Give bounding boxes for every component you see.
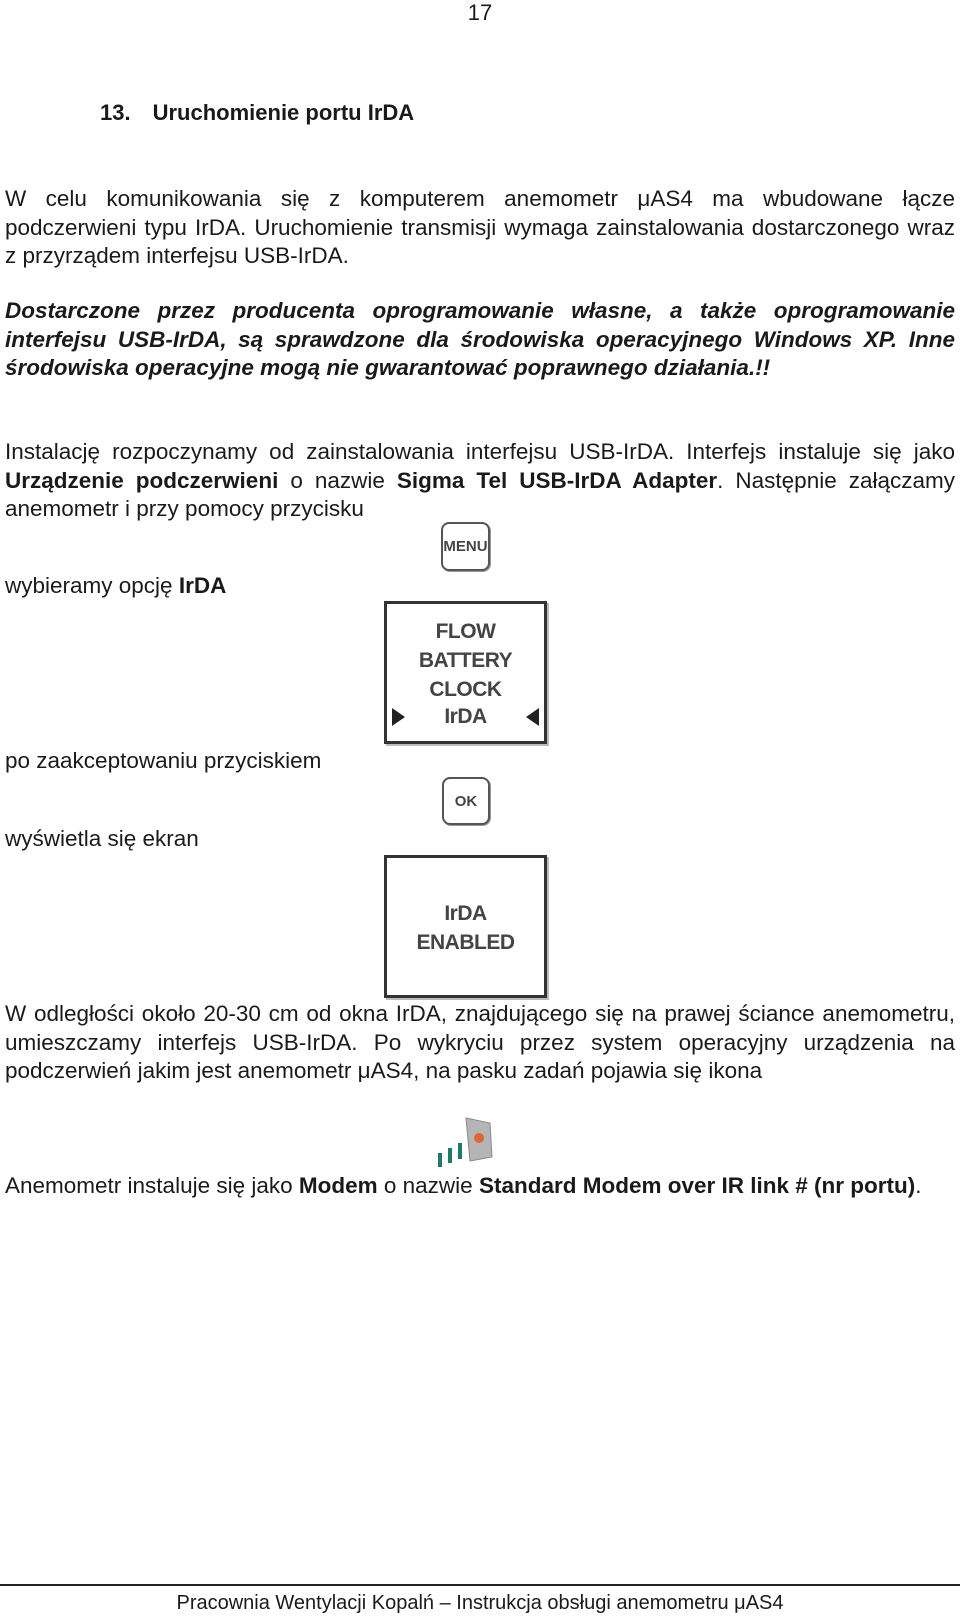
page-number: 17 xyxy=(467,0,493,25)
footer-divider xyxy=(0,1584,960,1586)
irda-tray-icon-graphic xyxy=(436,1115,496,1171)
display-line: wyświetla się ekran xyxy=(5,826,199,851)
detection-paragraph: W odległości około 20-30 cm od okna IrDA, znajdującego się na prawej ściance anemometru, umieszczamy interfejs USB-IrDA. Po wykryciu przez system operacyjny urządzenia na podczerwień jakim jest anemometr μAS4, na pasku zadań pojawia się ikona xyxy=(5,1001,955,1083)
menu-button: MENU xyxy=(441,522,490,571)
intro-paragraph: W celu komunikowania się z komputerem anemometr μAS4 ma wbudowane łącze podczerwieni typu IrDA. Uruchomienie transmisji wymaga zainstalowania dostarczonego wraz z przyrządem interfejsu USB-IrDA. xyxy=(5,186,955,268)
modem-paragraph xyxy=(5,1172,955,1201)
irda-tray-icon xyxy=(436,1115,496,1171)
install-text-2: o nazwie xyxy=(278,467,397,493)
install-text-1: Instalację rozpoczynamy od zainstalowania interfejsu USB-IrDA. Interfejs instaluje się jako xyxy=(5,439,955,464)
enabled-screen-line-1: IrDA xyxy=(444,902,487,925)
modem-text-1: Anemometr instaluje się jako xyxy=(5,1173,299,1198)
selection-arrow-right-icon xyxy=(392,708,405,726)
enabled-screen-line-2: ENABLED xyxy=(416,931,515,954)
select-option: IrDA xyxy=(178,573,227,598)
adapter-name: Sigma Tel USB-IrDA Adapter xyxy=(396,467,718,493)
select-text: wybieramy opcję xyxy=(5,573,179,598)
section-heading xyxy=(100,100,414,126)
modem-text-3: . xyxy=(915,1173,922,1198)
install-paragraph xyxy=(5,438,955,524)
section-title: Uruchomienie portu IrDA xyxy=(152,100,415,125)
accept-line: po zaakceptowaniu przyciskiem xyxy=(5,748,322,773)
device-name: Urządzenie podczerwieni xyxy=(5,467,279,493)
warning-paragraph: Dostarczone przez producenta oprogramowanie własne, a także oprogramowanie interfejsu USB-IrDA, są sprawdzone dla środowiska operacyjnego Windows XP. Inne środowiska operacyjne mogą nie gwarantować poprawnego działania.!! xyxy=(5,298,955,380)
modem-type: Modem xyxy=(298,1173,378,1198)
page-footer: Pracownia Wentylacji Kopalń – Instrukcja obsługi anemometru μAS4 xyxy=(176,1592,784,1614)
menu-item-battery: BATTERY xyxy=(418,649,513,672)
menu-item-flow: FLOW xyxy=(435,620,496,643)
selection-arrow-left-icon xyxy=(526,708,539,726)
menu-item-irda: IrDA xyxy=(444,705,487,728)
ok-button: OK xyxy=(442,777,490,825)
select-option-line xyxy=(5,572,226,601)
enabled-screen xyxy=(384,855,547,998)
section-number: 13. xyxy=(100,100,131,125)
modem-name: Standard Modem over IR link # (nr portu) xyxy=(478,1173,916,1198)
install-text-3: . Następnie załączamy anemometr i przy pomocy przycisku xyxy=(5,467,956,521)
modem-text-2: o nazwie xyxy=(377,1173,479,1198)
menu-screen xyxy=(384,601,547,744)
menu-item-clock: CLOCK xyxy=(429,678,502,701)
